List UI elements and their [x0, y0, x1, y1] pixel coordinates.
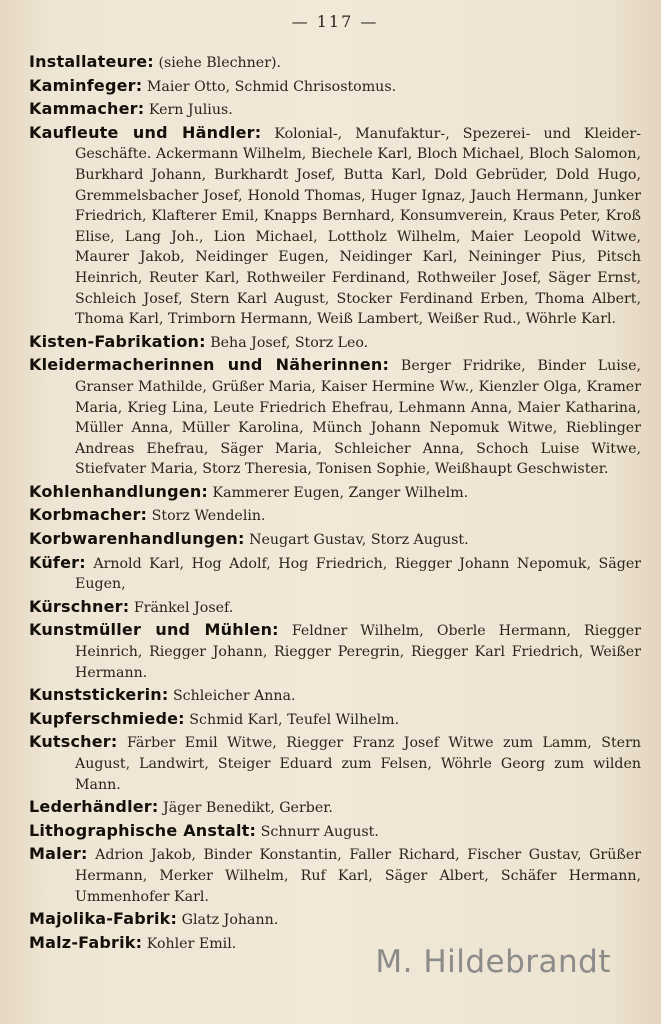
directory-entry [29, 123, 641, 330]
entry-names: Glatz Johann. [181, 912, 279, 929]
directory-entry [29, 52, 641, 74]
entry-names: Schnurr August. [260, 823, 379, 840]
directory-entry [29, 529, 641, 551]
entry-label: Kisten-Fabrikation: [29, 331, 206, 351]
entry-names: Berger Fridrike, Binder Luise, Granser Mathilde, Grüßer Maria, Kaiser Hermine Ww., Kienzler Olga, Kramer Maria, Krieg Lina, Leute Friedrich Ehefrau, Lehmann Anna, Maier Katharina, Müller Anna, Müller Karolina, Münch Johann Nepomuk Witwe, Rieblinger Andreas Ehefrau, Säger Maria, Schleicher Anna, Schoch Luise Witwe, Stiefvater Maria, Storz Theresia, Tonisen Sophie, Weißhaupt Geschwister. [75, 358, 641, 478]
entry-names: Feldner Wilhelm, Oberle Hermann, Riegger Heinrich, Riegger Johann, Riegger Peregrin, Riegger Karl Friedrich, Weißer Hermann. [75, 623, 641, 681]
entry-names: Schmid Karl, Teufel Wilhelm. [189, 711, 400, 728]
directory-entry [29, 482, 641, 504]
entry-names: Färber Emil Witwe, Riegger Franz Josef Witwe zum Lamm, Stern August, Landwirt, Steiger Eduard zum Felsen, Wöhrle Georg zum wilden Mann. [75, 735, 642, 793]
directory-entry [29, 709, 641, 731]
watermark: M. Hildebrandt [375, 944, 611, 980]
entry-label: Installateure: [29, 52, 154, 71]
directory-entry [29, 553, 641, 595]
directory-entry [29, 332, 641, 354]
entry-names: Kammerer Eugen, Zanger Wilhelm. [212, 484, 469, 501]
directory-entry [29, 685, 641, 707]
directory-entry [29, 505, 641, 527]
entry-names: Storz Wendelin. [151, 508, 266, 525]
entry-label: Malz-Fabrik: [29, 932, 143, 952]
entry-label: Kürschner: [29, 596, 130, 616]
directory-entry [29, 355, 641, 480]
entry-label: Kunststickerin: [29, 685, 169, 705]
entry-label: Kohlenhandlungen: [29, 481, 209, 501]
entry-label: Kupferschmiede: [29, 708, 185, 728]
directory-entry [29, 909, 641, 931]
directory-entry [29, 597, 641, 619]
entry-label: Lithographische Anstalt: [29, 820, 257, 840]
directory-entry [29, 732, 641, 795]
directory-entry [29, 821, 641, 843]
entry-label: Kutscher: [29, 732, 118, 752]
entry-names: Arnold Karl, Hog Adolf, Hog Friedrich, Riegger Johann Nepomuk, Säger Eugen, [75, 555, 641, 593]
entry-names: Kern Julius. [148, 102, 233, 119]
page-number: — 117 — [291, 12, 379, 31]
entry-label: Kaufleute und Händler: [29, 122, 262, 142]
entry-names: Schleicher Anna. [172, 688, 296, 705]
directory-entry [29, 76, 641, 98]
directory-entry [29, 797, 641, 819]
entry-names: Adrion Jakob, Binder Konstantin, Faller Richard, Fischer Gustav, Grüßer Hermann, Merker Wilhelm, Ruf Karl, Säger Albert, Schäfer Hermann, Ummenhofer Karl. [75, 847, 642, 905]
entry-label: Lederhändler: [29, 797, 159, 817]
entry-names: Maier Otto, Schmid Chrisostomus. [146, 78, 397, 95]
entry-names: Beha Josef, Storz Leo. [210, 334, 369, 351]
entry-label: Kammacher: [29, 99, 145, 119]
directory-entry [29, 620, 641, 683]
entry-label: Majolika-Fabrik: [29, 909, 178, 929]
directory-entry [29, 99, 641, 121]
entry-names: Neugart Gustav, Storz August. [249, 532, 469, 549]
entry-label: Korbwarenhandlungen: [29, 529, 245, 549]
entry-names: Jäger Benedikt, Gerber. [163, 800, 333, 817]
entry-names: Kolonial-, Manufaktur-, Spezerei- und Kleider-Geschäfte. Ackermann Wilhelm, Biechele Karl, Bloch Michael, Bloch Salomon, Burkhard Johann, Burkhardt Josef, Butta Karl, Dold Gebrüder, Dold Hugo, Gremmelsbacher Josef, Honold Thomas, Huger Ignaz, Jauch Hermann, Junker Friedrich, Klafterer Emil, Knapps Bernhard, Konsumverein, Kraus Peter, Kroß Elise, Lang Joh., Lion Michael, Lottholz Wilhelm, Maier Leopold Witwe, Maurer Jakob, Neidinger Eugen, Neidinger Karl, Neininger Pius, Pitsch Heinrich, Reuter Karl, Rothweiler Ferdinand, Rothweiler Josef, Säger Ernst, Schleich Josef, Stern Karl August, Stocker Ferdinand Erben, Thoma Albert, Thoma Karl, Trimborn Hermann, Weiß Lambert, Weißer Rud., Wöhrle Karl. [75, 125, 641, 328]
directory-entry [29, 844, 641, 907]
entry-label: Korbmacher: [29, 505, 148, 525]
entry-label: Maler: [29, 844, 88, 864]
entry-label: Küfer: [29, 552, 86, 572]
entry-names: (siehe Blechner). [158, 55, 282, 71]
entry-label: Kleidermacherinnen und Näherinnen: [29, 355, 390, 375]
entry-names: Kohler Emil. [146, 935, 237, 952]
entry-names: Fränkel Josef. [133, 599, 234, 616]
entry-label: Kaminfeger: [29, 75, 143, 95]
entry-label: Kunstmüller und Mühlen: [29, 620, 279, 640]
